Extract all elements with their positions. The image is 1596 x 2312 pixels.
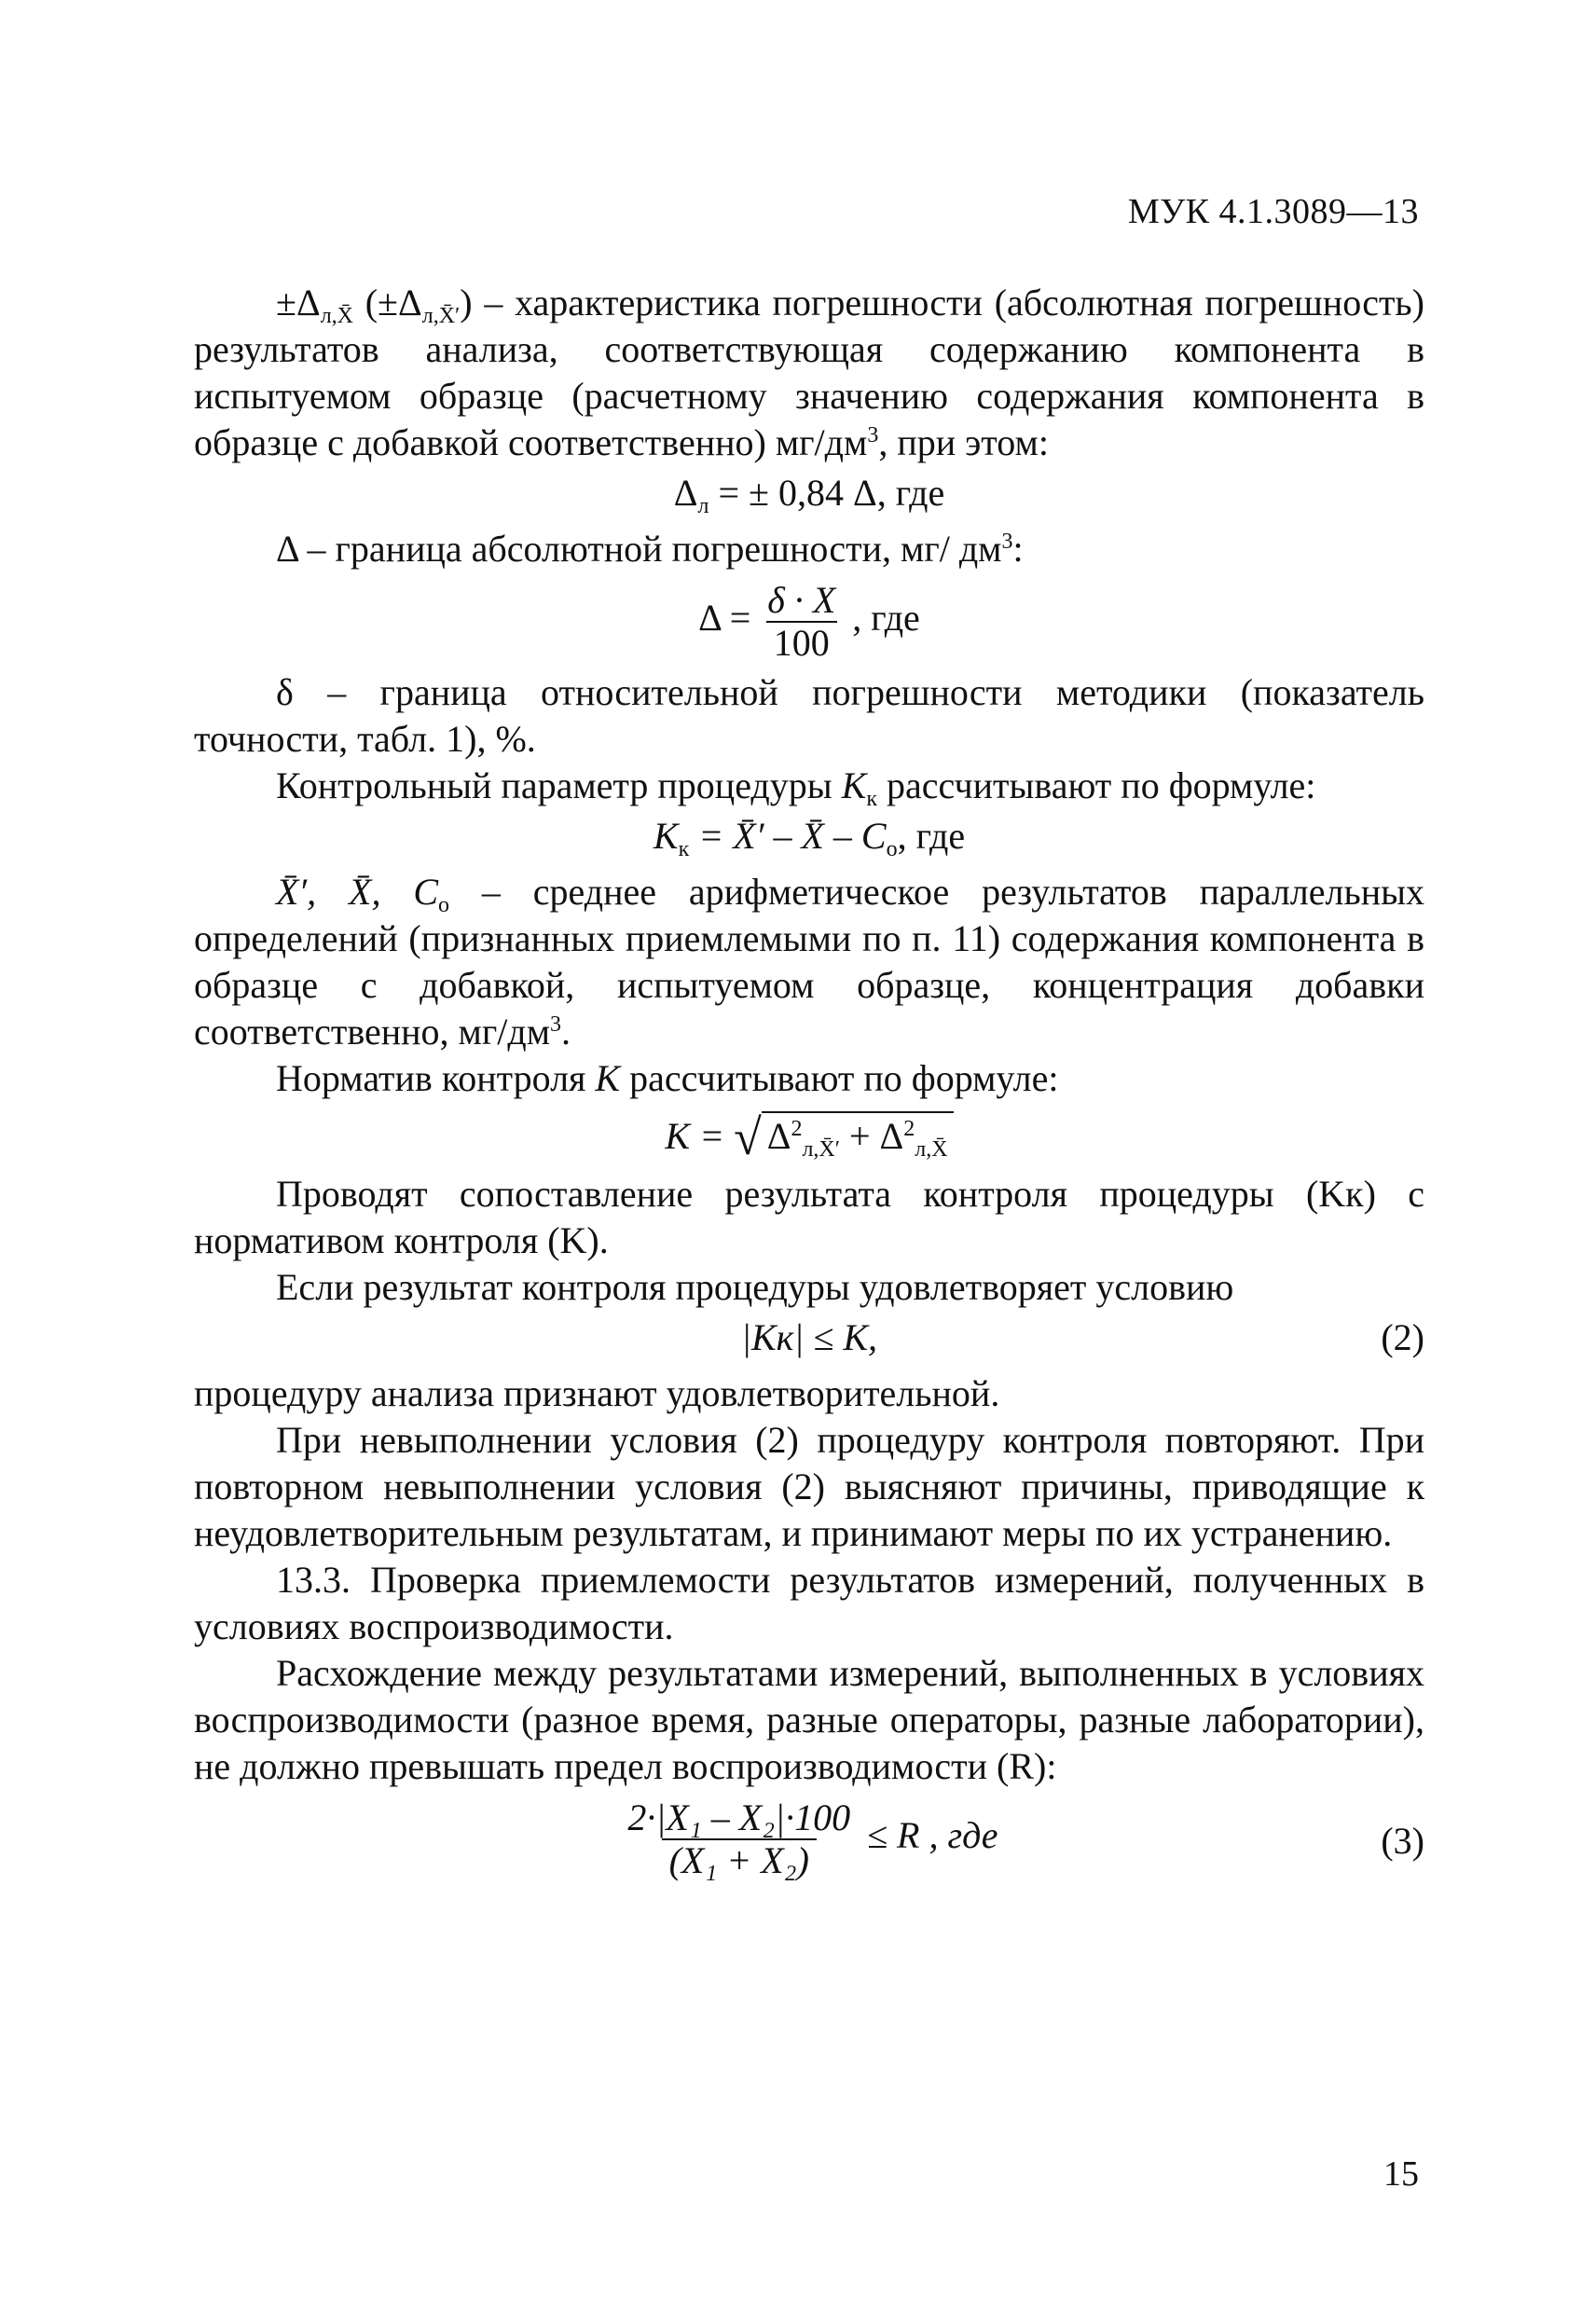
paragraph-relative-error: δ – граница относительной погрешности методики (показатель точности, табл. 1), %. bbox=[194, 671, 1424, 760]
superscript: 3 bbox=[1001, 530, 1013, 554]
denominator: (X₁ + X₂) bbox=[668, 1839, 809, 1881]
text: – среднее арифметическое результатов параллельных определений (признанных приемлемыми по п. 11) содержания компонента в образце с добавкой, испытуемом образце, концентрация добавки соответственно, мг/дм bbox=[194, 871, 1425, 1053]
text: K = bbox=[665, 1115, 725, 1157]
radicand bbox=[762, 1111, 954, 1160]
text: : bbox=[1012, 528, 1024, 570]
section-heading-13-3: 13.3. Проверка приемлемости результатов измерений, полученных в условиях воспроизводимости. bbox=[194, 1559, 1424, 1647]
numerator: δ · X bbox=[767, 579, 836, 621]
text: рассчитывают по формуле: bbox=[877, 764, 1316, 806]
paragraph-repeat: При невыполнении условия (2) процедуру контроля повторяют. При повторном невыполнении условия (2) выясняют причины, приводящие к неудовлетворительным результатам, и принимают меры по их устранению. bbox=[194, 1419, 1424, 1554]
formula-kk bbox=[194, 813, 1424, 865]
numerator: 2·|X₁ – X₂|·100 bbox=[627, 1796, 851, 1838]
symbols: X̄′, X̄, C bbox=[276, 871, 439, 913]
paragraph-control-parameter bbox=[194, 763, 1424, 809]
text: Δ bbox=[673, 472, 698, 514]
formula-delta-l bbox=[194, 470, 1424, 522]
paragraph-error-characteristic bbox=[194, 280, 1424, 466]
sqrt-icon: √ bbox=[734, 1109, 762, 1165]
subscript: л bbox=[697, 494, 709, 518]
text: Контрольный параметр процедуры bbox=[276, 764, 842, 806]
text: Δ bbox=[766, 1115, 791, 1157]
subscript: к bbox=[678, 837, 690, 861]
delta-symbol: ±Δ bbox=[276, 282, 321, 323]
fraction bbox=[760, 580, 843, 664]
subscript: к bbox=[866, 787, 877, 811]
subscript: л,X̄ bbox=[320, 304, 353, 328]
superscript: 2 bbox=[903, 1117, 915, 1141]
superscript: 3 bbox=[550, 1012, 562, 1037]
paragraph-control-norm bbox=[194, 1055, 1424, 1102]
page-number: 15 bbox=[1383, 2154, 1419, 2194]
subscript: л,X̄′ bbox=[802, 1137, 840, 1162]
superscript: 3 bbox=[867, 423, 879, 447]
formula-delta bbox=[194, 576, 1424, 666]
text: |Kк| ≤ K, bbox=[740, 1316, 877, 1358]
text: , при этом: bbox=[878, 421, 1049, 463]
superscript: 2 bbox=[791, 1117, 803, 1141]
formula-condition-2 bbox=[194, 1314, 1424, 1367]
text: ) – характеристика погрешности (абсолютная погрешность) результатов анализа, соответствующая содержанию компонента в испытуемом образце (расчетному значению содержания компонента в образце с добавкой соответственно) мг/дм bbox=[194, 282, 1424, 463]
formula-reproducibility-3 bbox=[194, 1794, 1424, 1887]
subscript: л,X̄′ bbox=[421, 304, 461, 328]
paragraph-abs-error bbox=[194, 526, 1424, 572]
subscript: л,X̄ bbox=[915, 1137, 948, 1162]
text: , где bbox=[897, 815, 966, 857]
paragraph-condition: Если результат контроля процедуры удовлетворяет условию bbox=[276, 1266, 1234, 1308]
page-body bbox=[194, 280, 1424, 1891]
text: + Δ bbox=[840, 1115, 904, 1157]
document-code: МУК 4.1.3089—13 bbox=[1127, 192, 1419, 231]
equation-number: (2) bbox=[1381, 1316, 1424, 1358]
paragraph-mean-definitions bbox=[194, 869, 1424, 1055]
text: = X̄′ – X̄ – bbox=[689, 815, 861, 857]
text: . bbox=[561, 1011, 571, 1053]
symbol: K bbox=[595, 1057, 621, 1099]
paragraph-comparison: Проводят сопоставление результата контроля процедуры (Kк) с нормативом контроля (K). bbox=[194, 1173, 1424, 1261]
text: Δ – граница абсолютной погрешности, мг/ дм bbox=[276, 528, 1002, 570]
formula-k-norm bbox=[194, 1106, 1424, 1167]
text: (±Δ bbox=[353, 282, 422, 323]
equation-number: (3) bbox=[1381, 1820, 1424, 1862]
symbol: K bbox=[653, 815, 679, 857]
paragraph-satisfactory: процедуру анализа признают удовлетворительной. bbox=[194, 1372, 1000, 1414]
subscript: о bbox=[438, 893, 450, 917]
text: Δ = bbox=[698, 597, 751, 640]
paragraph-reproducibility: Расхождение между результатами измерений, выполненных в условиях воспроизводимости (разное время, разные операторы, разные лаборатории), не должно превышать предел воспроизводимости (R): bbox=[194, 1652, 1424, 1787]
symbol: K bbox=[841, 764, 867, 806]
text: ≤ R , где bbox=[867, 1814, 998, 1857]
text: рассчитывают по формуле: bbox=[620, 1057, 1059, 1099]
text: = ± 0,84 Δ, где bbox=[709, 472, 945, 514]
fraction bbox=[620, 1797, 858, 1881]
text: , где bbox=[852, 597, 920, 640]
subscript: о bbox=[886, 837, 898, 861]
symbol: C bbox=[860, 815, 887, 857]
denominator: 100 bbox=[766, 621, 837, 664]
text: Норматив контроля bbox=[276, 1057, 596, 1099]
